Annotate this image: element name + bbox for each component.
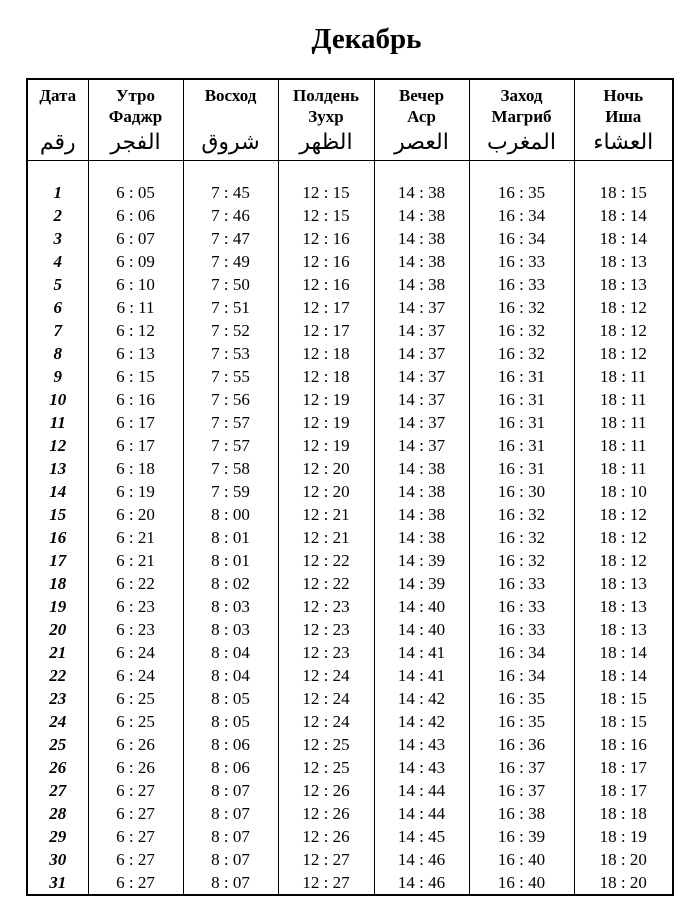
dhuhr-cell: 12 : 22: [278, 549, 374, 572]
sunrise-cell: 8 : 07: [183, 779, 278, 802]
sunrise-cell: 7 : 57: [183, 434, 278, 457]
fajr-cell: 6 : 27: [88, 871, 183, 895]
date-cell: 10: [27, 388, 88, 411]
table-row: [27, 204, 673, 227]
column-header-russian-line: Зухр: [308, 107, 344, 126]
dhuhr-cell: 12 : 16: [278, 250, 374, 273]
asr-cell: 14 : 38: [374, 204, 469, 227]
fajr-cell: 6 : 13: [88, 342, 183, 365]
maghrib-cell: 16 : 31: [469, 411, 574, 434]
date-cell: 27: [27, 779, 88, 802]
maghrib-cell: 16 : 34: [469, 227, 574, 250]
fajr-cell: 6 : 18: [88, 457, 183, 480]
fajr-cell: 6 : 21: [88, 549, 183, 572]
table-row: [27, 618, 673, 641]
dhuhr-cell: 12 : 27: [278, 848, 374, 871]
maghrib-cell: 16 : 40: [469, 871, 574, 895]
fajr-cell: 6 : 22: [88, 572, 183, 595]
fajr-cell: 6 : 25: [88, 710, 183, 733]
date-cell: 2: [27, 204, 88, 227]
dhuhr-cell: 12 : 26: [278, 802, 374, 825]
fajr-cell: 6 : 21: [88, 526, 183, 549]
isha-cell: 18 : 11: [574, 388, 673, 411]
dhuhr-cell: 12 : 20: [278, 480, 374, 503]
maghrib-cell: 16 : 32: [469, 526, 574, 549]
column-header-russian-label: [470, 80, 574, 127]
table-row: [27, 664, 673, 687]
column-header-date: [27, 79, 88, 161]
column-header-russian-line: Ночь: [603, 86, 644, 105]
asr-cell: 14 : 37: [374, 365, 469, 388]
table-row: [27, 411, 673, 434]
sunrise-cell: 7 : 59: [183, 480, 278, 503]
sunrise-cell: 7 : 55: [183, 365, 278, 388]
column-header-russian-label: [28, 80, 88, 106]
asr-cell: 14 : 39: [374, 549, 469, 572]
asr-cell: 14 : 37: [374, 388, 469, 411]
sunrise-cell: 7 : 50: [183, 273, 278, 296]
table-header: [27, 79, 673, 161]
date-cell: 24: [27, 710, 88, 733]
column-header-wrap: [28, 80, 88, 160]
maghrib-cell: 16 : 34: [469, 204, 574, 227]
fajr-cell: 6 : 15: [88, 365, 183, 388]
fajr-cell: 6 : 07: [88, 227, 183, 250]
isha-cell: 18 : 18: [574, 802, 673, 825]
maghrib-cell: 16 : 31: [469, 434, 574, 457]
maghrib-cell: 16 : 34: [469, 664, 574, 687]
fajr-cell: 6 : 27: [88, 802, 183, 825]
fajr-cell: 6 : 23: [88, 618, 183, 641]
column-header-russian-label: [375, 80, 469, 127]
date-cell: 15: [27, 503, 88, 526]
table-row: [27, 227, 673, 250]
fajr-cell: 6 : 12: [88, 319, 183, 342]
isha-cell: 18 : 14: [574, 641, 673, 664]
date-cell: 25: [27, 733, 88, 756]
sunrise-cell: 7 : 56: [183, 388, 278, 411]
date-cell: 11: [27, 411, 88, 434]
dhuhr-cell: 12 : 19: [278, 411, 374, 434]
maghrib-cell: 16 : 32: [469, 296, 574, 319]
dhuhr-cell: 12 : 24: [278, 710, 374, 733]
asr-cell: 14 : 40: [374, 595, 469, 618]
column-header-wrap: [375, 80, 469, 160]
isha-cell: 18 : 15: [574, 687, 673, 710]
date-cell: 18: [27, 572, 88, 595]
column-header-isha: [574, 79, 673, 161]
column-header-asr: [374, 79, 469, 161]
dhuhr-cell: 12 : 23: [278, 595, 374, 618]
fajr-cell: 6 : 09: [88, 250, 183, 273]
column-header-russian-line: Восход: [204, 86, 257, 105]
fajr-cell: 6 : 19: [88, 480, 183, 503]
asr-cell: 14 : 45: [374, 825, 469, 848]
isha-cell: 18 : 20: [574, 871, 673, 895]
table-row: [27, 687, 673, 710]
column-header-russian-line: Магриб: [491, 107, 552, 126]
dhuhr-cell: 12 : 24: [278, 687, 374, 710]
table-row: [27, 296, 673, 319]
table-row: [27, 595, 673, 618]
isha-cell: 18 : 12: [574, 342, 673, 365]
sunrise-cell: 8 : 03: [183, 618, 278, 641]
maghrib-cell: 16 : 31: [469, 457, 574, 480]
table-row: [27, 388, 673, 411]
fajr-cell: 6 : 27: [88, 825, 183, 848]
fajr-cell: 6 : 23: [88, 595, 183, 618]
isha-cell: 18 : 11: [574, 434, 673, 457]
fajr-cell: 6 : 10: [88, 273, 183, 296]
column-header-russian-line: Утро: [116, 86, 155, 105]
isha-cell: 18 : 14: [574, 664, 673, 687]
asr-cell: 14 : 46: [374, 848, 469, 871]
fajr-cell: 6 : 24: [88, 641, 183, 664]
column-header-arabic-label: الفجر: [110, 130, 161, 155]
table-body: [27, 161, 673, 896]
asr-cell: 14 : 44: [374, 779, 469, 802]
isha-cell: 18 : 13: [574, 572, 673, 595]
sunrise-cell: 8 : 06: [183, 733, 278, 756]
dhuhr-cell: 12 : 21: [278, 503, 374, 526]
column-header-russian-label: [279, 80, 374, 127]
date-cell: 13: [27, 457, 88, 480]
isha-cell: 18 : 15: [574, 710, 673, 733]
date-cell: 20: [27, 618, 88, 641]
sunrise-cell: 7 : 57: [183, 411, 278, 434]
date-cell: 16: [27, 526, 88, 549]
date-cell: 28: [27, 802, 88, 825]
asr-cell: 14 : 43: [374, 733, 469, 756]
sunrise-cell: 8 : 04: [183, 641, 278, 664]
isha-cell: 18 : 14: [574, 227, 673, 250]
asr-cell: 14 : 38: [374, 273, 469, 296]
asr-cell: 14 : 37: [374, 342, 469, 365]
fajr-cell: 6 : 24: [88, 664, 183, 687]
sunrise-cell: 8 : 06: [183, 756, 278, 779]
table-row: [27, 480, 673, 503]
isha-cell: 18 : 12: [574, 319, 673, 342]
sunrise-cell: 8 : 02: [183, 572, 278, 595]
asr-cell: 14 : 38: [374, 457, 469, 480]
sunrise-cell: 8 : 05: [183, 687, 278, 710]
table-row: [27, 161, 673, 205]
fajr-cell: 6 : 17: [88, 434, 183, 457]
asr-cell: 14 : 38: [374, 526, 469, 549]
sunrise-cell: 7 : 46: [183, 204, 278, 227]
maghrib-cell: 16 : 32: [469, 319, 574, 342]
dhuhr-cell: 12 : 17: [278, 319, 374, 342]
maghrib-cell: 16 : 31: [469, 388, 574, 411]
sunrise-cell: 8 : 01: [183, 526, 278, 549]
dhuhr-cell: 12 : 20: [278, 457, 374, 480]
dhuhr-cell: 12 : 26: [278, 825, 374, 848]
maghrib-cell: 16 : 30: [469, 480, 574, 503]
date-cell: 22: [27, 664, 88, 687]
column-header-russian-line: Вечер: [398, 86, 445, 105]
maghrib-cell: 16 : 36: [469, 733, 574, 756]
isha-cell: 18 : 12: [574, 549, 673, 572]
dhuhr-cell: 12 : 27: [278, 871, 374, 895]
maghrib-cell: 16 : 33: [469, 618, 574, 641]
date-cell: 6: [27, 296, 88, 319]
dhuhr-cell: 12 : 19: [278, 434, 374, 457]
isha-cell: 18 : 17: [574, 756, 673, 779]
date-cell: 9: [27, 365, 88, 388]
sunrise-cell: 8 : 07: [183, 825, 278, 848]
maghrib-cell: 16 : 34: [469, 641, 574, 664]
asr-cell: 14 : 41: [374, 664, 469, 687]
fajr-cell: 6 : 27: [88, 779, 183, 802]
dhuhr-cell: 12 : 16: [278, 273, 374, 296]
isha-cell: 18 : 13: [574, 273, 673, 296]
date-cell: 30: [27, 848, 88, 871]
column-header-wrap: [575, 80, 673, 160]
column-header-arabic-label: رقم: [39, 130, 76, 155]
isha-cell: 18 : 12: [574, 296, 673, 319]
sunrise-cell: 8 : 07: [183, 848, 278, 871]
table-row: [27, 342, 673, 365]
date-cell: 21: [27, 641, 88, 664]
table-row: [27, 733, 673, 756]
table-row: [27, 825, 673, 848]
dhuhr-cell: 12 : 21: [278, 526, 374, 549]
asr-cell: 14 : 37: [374, 319, 469, 342]
date-cell: 7: [27, 319, 88, 342]
column-header-arabic-label: شروق: [201, 130, 260, 155]
column-header-russian-label: [575, 80, 673, 127]
maghrib-cell: 16 : 39: [469, 825, 574, 848]
date-cell: 8: [27, 342, 88, 365]
dhuhr-cell: 12 : 18: [278, 365, 374, 388]
fajr-cell: 6 : 20: [88, 503, 183, 526]
date-cell: 17: [27, 549, 88, 572]
fajr-cell: 6 : 05: [88, 161, 183, 205]
column-header-russian-line: Иша: [605, 107, 642, 126]
sunrise-cell: 7 : 47: [183, 227, 278, 250]
dhuhr-cell: 12 : 25: [278, 733, 374, 756]
maghrib-cell: 16 : 35: [469, 710, 574, 733]
column-header-arabic-label: المغرب: [487, 130, 556, 155]
dhuhr-cell: 12 : 25: [278, 756, 374, 779]
isha-cell: 18 : 13: [574, 250, 673, 273]
dhuhr-cell: 12 : 15: [278, 204, 374, 227]
asr-cell: 14 : 42: [374, 687, 469, 710]
asr-cell: 14 : 38: [374, 503, 469, 526]
date-cell: 26: [27, 756, 88, 779]
asr-cell: 14 : 38: [374, 161, 469, 205]
asr-cell: 14 : 42: [374, 710, 469, 733]
sunrise-cell: 7 : 52: [183, 319, 278, 342]
asr-cell: 14 : 37: [374, 434, 469, 457]
fajr-cell: 6 : 16: [88, 388, 183, 411]
asr-cell: 14 : 44: [374, 802, 469, 825]
sunrise-cell: 7 : 49: [183, 250, 278, 273]
maghrib-cell: 16 : 37: [469, 779, 574, 802]
table-row: [27, 457, 673, 480]
column-header-russian-line: Полдень: [293, 86, 359, 105]
maghrib-cell: 16 : 40: [469, 848, 574, 871]
date-cell: 5: [27, 273, 88, 296]
table-row: [27, 549, 673, 572]
fajr-cell: 6 : 06: [88, 204, 183, 227]
column-header-arabic-label: الظهر: [299, 130, 353, 155]
table-row: [27, 526, 673, 549]
dhuhr-cell: 12 : 23: [278, 618, 374, 641]
date-cell: 14: [27, 480, 88, 503]
isha-cell: 18 : 17: [574, 779, 673, 802]
maghrib-cell: 16 : 35: [469, 687, 574, 710]
isha-cell: 18 : 13: [574, 618, 673, 641]
date-cell: 31: [27, 871, 88, 895]
maghrib-cell: 16 : 33: [469, 273, 574, 296]
table-row: [27, 319, 673, 342]
dhuhr-cell: 12 : 18: [278, 342, 374, 365]
isha-cell: 18 : 16: [574, 733, 673, 756]
asr-cell: 14 : 38: [374, 250, 469, 273]
date-cell: 23: [27, 687, 88, 710]
column-header-wrap: [470, 80, 574, 160]
maghrib-cell: 16 : 38: [469, 802, 574, 825]
table-row: [27, 503, 673, 526]
table-header-row: [27, 79, 673, 161]
isha-cell: 18 : 13: [574, 595, 673, 618]
table-row: [27, 572, 673, 595]
isha-cell: 18 : 11: [574, 365, 673, 388]
column-header-russian-line: Заход: [500, 86, 543, 105]
page-title: Декабрь: [311, 23, 422, 55]
sunrise-cell: 8 : 07: [183, 871, 278, 895]
column-header-maghrib: [469, 79, 574, 161]
isha-cell: 18 : 12: [574, 526, 673, 549]
column-header-sunrise: [183, 79, 278, 161]
asr-cell: 14 : 39: [374, 572, 469, 595]
asr-cell: 14 : 43: [374, 756, 469, 779]
table-row: [27, 779, 673, 802]
isha-cell: 18 : 15: [574, 161, 673, 205]
column-header-russian-line: Дата: [39, 86, 77, 105]
isha-cell: 18 : 20: [574, 848, 673, 871]
maghrib-cell: 16 : 32: [469, 503, 574, 526]
maghrib-cell: 16 : 32: [469, 342, 574, 365]
column-header-arabic-label: العشاء: [593, 130, 654, 155]
table-row: [27, 802, 673, 825]
isha-cell: 18 : 11: [574, 411, 673, 434]
table-row: [27, 250, 673, 273]
column-header-russian-label: [184, 80, 278, 106]
sunrise-cell: 7 : 58: [183, 457, 278, 480]
sunrise-cell: 7 : 51: [183, 296, 278, 319]
asr-cell: 14 : 37: [374, 296, 469, 319]
fajr-cell: 6 : 26: [88, 756, 183, 779]
dhuhr-cell: 12 : 16: [278, 227, 374, 250]
asr-cell: 14 : 38: [374, 480, 469, 503]
asr-cell: 14 : 38: [374, 227, 469, 250]
sunrise-cell: 8 : 01: [183, 549, 278, 572]
asr-cell: 14 : 40: [374, 618, 469, 641]
asr-cell: 14 : 41: [374, 641, 469, 664]
dhuhr-cell: 12 : 26: [278, 779, 374, 802]
table-row: [27, 848, 673, 871]
date-cell: 19: [27, 595, 88, 618]
column-header-russian-line: Фаджр: [108, 107, 163, 126]
maghrib-cell: 16 : 35: [469, 161, 574, 205]
column-header-russian-label: [89, 80, 183, 127]
maghrib-cell: 16 : 37: [469, 756, 574, 779]
column-header-russian-line: Аср: [407, 107, 436, 126]
sunrise-cell: 7 : 53: [183, 342, 278, 365]
maghrib-cell: 16 : 33: [469, 595, 574, 618]
date-cell: 12: [27, 434, 88, 457]
column-header-arabic-label: العصر: [394, 130, 449, 155]
sunrise-cell: 8 : 00: [183, 503, 278, 526]
sunrise-cell: 8 : 07: [183, 802, 278, 825]
isha-cell: 18 : 19: [574, 825, 673, 848]
maghrib-cell: 16 : 33: [469, 250, 574, 273]
table-row: [27, 641, 673, 664]
sunrise-cell: 8 : 03: [183, 595, 278, 618]
maghrib-cell: 16 : 32: [469, 549, 574, 572]
fajr-cell: 6 : 17: [88, 411, 183, 434]
dhuhr-cell: 12 : 19: [278, 388, 374, 411]
column-header-fajr: [88, 79, 183, 161]
date-cell: 29: [27, 825, 88, 848]
table-row: [27, 871, 673, 895]
sunrise-cell: 8 : 05: [183, 710, 278, 733]
column-header-wrap: [89, 80, 183, 160]
isha-cell: 18 : 10: [574, 480, 673, 503]
maghrib-cell: 16 : 31: [469, 365, 574, 388]
table-row: [27, 273, 673, 296]
isha-cell: 18 : 12: [574, 503, 673, 526]
date-cell: 4: [27, 250, 88, 273]
fajr-cell: 6 : 25: [88, 687, 183, 710]
isha-cell: 18 : 14: [574, 204, 673, 227]
fajr-cell: 6 : 27: [88, 848, 183, 871]
asr-cell: 14 : 46: [374, 871, 469, 895]
table-row: [27, 710, 673, 733]
column-header-wrap: [279, 80, 374, 160]
sunrise-cell: 8 : 04: [183, 664, 278, 687]
dhuhr-cell: 12 : 22: [278, 572, 374, 595]
dhuhr-cell: 12 : 23: [278, 641, 374, 664]
dhuhr-cell: 12 : 15: [278, 161, 374, 205]
column-header-dhuhr: [278, 79, 374, 161]
dhuhr-cell: 12 : 17: [278, 296, 374, 319]
fajr-cell: 6 : 11: [88, 296, 183, 319]
fajr-cell: 6 : 26: [88, 733, 183, 756]
date-cell: 3: [27, 227, 88, 250]
prayer-times-table: [26, 78, 674, 896]
maghrib-cell: 16 : 33: [469, 572, 574, 595]
sunrise-cell: 7 : 45: [183, 161, 278, 205]
asr-cell: 14 : 37: [374, 411, 469, 434]
table-row: [27, 434, 673, 457]
isha-cell: 18 : 11: [574, 457, 673, 480]
table-row: [27, 756, 673, 779]
table-row: [27, 365, 673, 388]
dhuhr-cell: 12 : 24: [278, 664, 374, 687]
column-header-wrap: [184, 80, 278, 160]
date-cell: 1: [27, 161, 88, 205]
